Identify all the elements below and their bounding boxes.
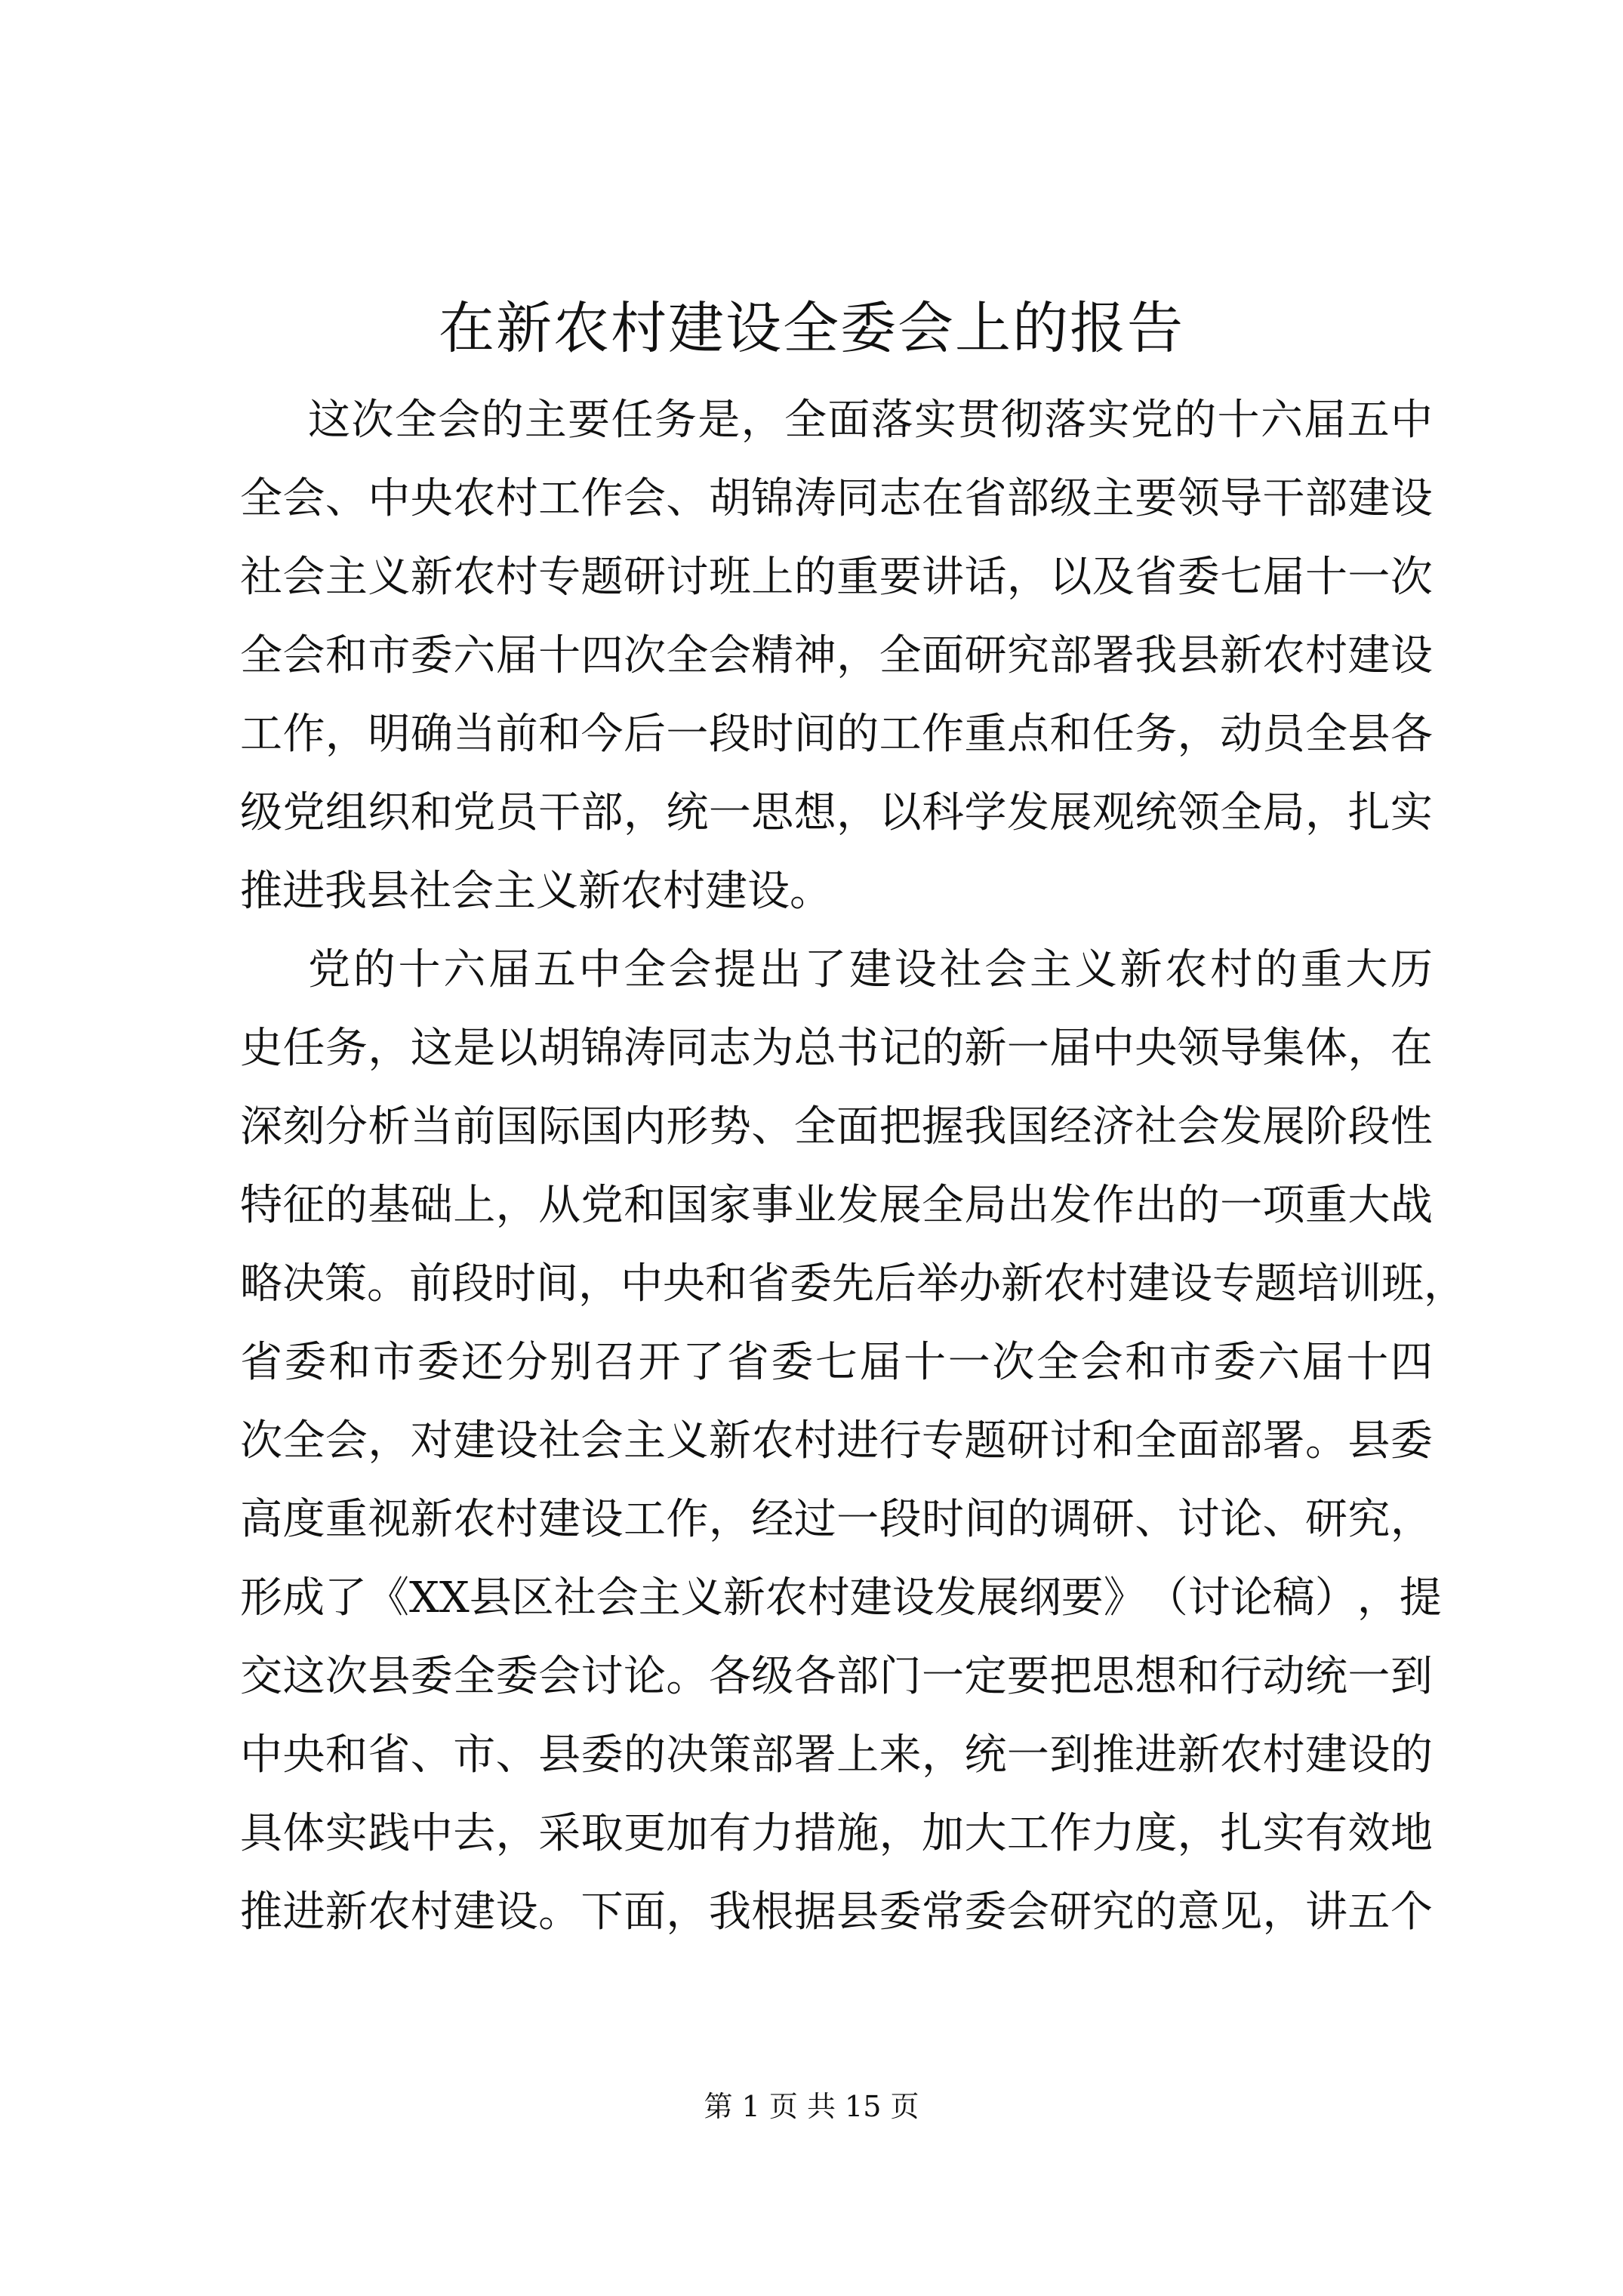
text-line: 推进我县社会主义新农村建设。 xyxy=(240,867,832,916)
text-line: 高 度 重 视 新 农 村 建 设 工 作 ， 经 过 一 段 时 间 的 调 研 、 讨 论 、 研 究 ， xyxy=(240,1495,1433,1544)
text-line: 交 这 次 县 委 全 委 会 讨 论 。 各 级 各 部 门 一 定 要 把 思 想 和 行 动 统 一 到 xyxy=(240,1652,1433,1701)
text-line: 党 的 十 六 届 五 中 全 会 提 出 了 建 设 社 会 主 义 新 农 村 的 重 大 历 xyxy=(308,945,1433,994)
text-line: 这 次 全 会 的 主 要 任 务 是 ， 全 面 落 实 贯 彻 落 实 党 的 十 六 届 五 中 xyxy=(308,396,1433,445)
text-line: 推 进 新 农 村 建 设 。 下 面 ， 我 根 据 县 委 常 委 会 研 究 的 意 见 ， 讲 五 个 xyxy=(240,1888,1433,1937)
text-line: 形 成 了 《 X X 县 区 社 会 主 义 新 农 村 建 设 发 展 纲 要 》 （ 讨 论 稿 ） ， 提 xyxy=(240,1573,1442,1623)
text-line: 社 会 主 义 新 农 村 专 题 研 讨 班 上 的 重 要 讲 话 ， 以 及 省 委 七 届 十 一 次 xyxy=(240,553,1433,602)
document-title: 在新农村建设全委会上的报告 xyxy=(439,296,1184,361)
page-number-footer: 第 1 页 共 15 页 xyxy=(704,2090,919,2123)
document-body xyxy=(240,381,1466,1952)
text-line: 略 决 策 。 前 段 时 间 ， 中 央 和 省 委 先 后 举 办 新 农 村 建 设 专 题 培 训 班 ， xyxy=(240,1259,1466,1308)
text-line: 全 会 、 中 央 农 村 工 作 会 、 胡 锦 涛 同 志 在 省 部 级 主 要 领 导 干 部 建 设 xyxy=(240,474,1433,523)
text-line: 史 任 务 ， 这 是 以 胡 锦 涛 同 志 为 总 书 记 的 新 一 届 中 央 领 导 集 体 ， 在 xyxy=(240,1024,1433,1073)
text-line: 中 央 和 省 、 市 、 县 委 的 决 策 部 署 上 来 ， 统 一 到 推 进 新 农 村 建 设 的 xyxy=(240,1730,1433,1780)
text-line: 工 作 ， 明 确 当 前 和 今 后 一 段 时 间 的 工 作 重 点 和 任 务 ， 动 员 全 县 各 xyxy=(240,710,1433,759)
text-line: 特 征 的 基 础 上 ， 从 党 和 国 家 事 业 发 展 全 局 出 发 作 出 的 一 项 重 大 战 xyxy=(240,1181,1433,1230)
text-line: 省 委 和 市 委 还 分 别 召 开 了 省 委 七 届 十 一 次 全 会 和 市 委 六 届 十 四 xyxy=(240,1338,1433,1387)
text-line: 级 党 组 织 和 党 员 干 部 ， 统 一 思 想 ， 以 科 学 发 展 观 统 领 全 局 ， 扎 实 xyxy=(240,788,1433,837)
text-line: 次 全 会 ， 对 建 设 社 会 主 义 新 农 村 进 行 专 题 研 讨 和 全 面 部 署 。 县 委 xyxy=(240,1416,1433,1465)
text-line: 具 体 实 践 中 去 ， 采 取 更 加 有 力 措 施 ， 加 大 工 作 力 度 ， 扎 实 有 效 地 xyxy=(240,1809,1433,1858)
text-line: 深 刻 分 析 当 前 国 际 国 内 形 势 、 全 面 把 握 我 国 经 济 社 会 发 展 阶 段 性 xyxy=(240,1102,1433,1151)
text-line: 全 会 和 市 委 六 届 十 四 次 全 会 精 神 ， 全 面 研 究 部 署 我 县 新 农 村 建 设 xyxy=(240,631,1433,680)
